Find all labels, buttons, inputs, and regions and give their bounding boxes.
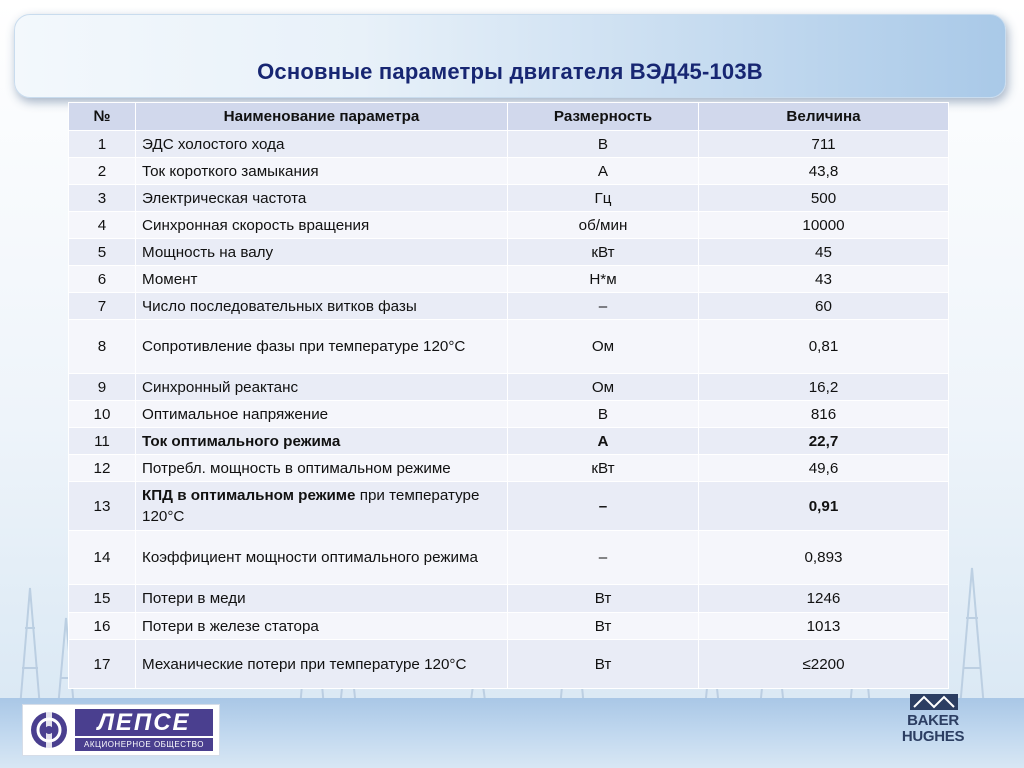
cell-name [136,455,508,482]
cell-name [136,158,508,185]
cell-value: 49,6 [699,455,949,482]
cell-name [136,266,508,293]
lepse-subtitle: АКЦИОНЕРНОЕ ОБЩЕСТВО [75,738,213,751]
cell-name-text: КПД в оптимальном режиме [142,487,356,504]
table-row [69,293,949,320]
cell-value: 0,81 [699,320,949,374]
cell-num: 3 [69,185,136,212]
parameters-table [68,102,949,689]
cell-num: 16 [69,613,136,640]
cell-unit: Н*м [508,266,699,293]
cell-num: 7 [69,293,136,320]
table-row [69,401,949,428]
cell-value: 1013 [699,613,949,640]
cell-name-text: Синхронный реактанс [142,378,299,396]
cell-value: 711 [699,131,949,158]
cell-unit: кВт [508,239,699,266]
cell-name-text: Сопротивление фазы при температуре 120°С [142,338,466,355]
table-row [69,320,949,374]
cell-name [136,239,508,266]
cell-name [136,613,508,640]
cell-name [136,374,508,401]
cell-name-text: Синхронная скорость вращения [142,216,370,234]
table-row [69,455,949,482]
cell-value: 816 [699,401,949,428]
cell-num: 12 [69,455,136,482]
col-header-name: Наименование параметра [136,103,508,131]
table-header-row [69,103,949,131]
table-row [69,185,949,212]
cell-value: 60 [699,293,949,320]
cell-value: ≤2200 [699,640,949,689]
cell-name-text: Коэффициент мощности оптимального режима [142,549,478,566]
col-header-value: Величина [699,103,949,131]
cell-value: 45 [699,239,949,266]
cell-name-text: Мощность на валу [142,243,274,261]
lepse-brand-name: ЛЕПСЕ [75,709,213,736]
cell-name-text: Ток короткого замыкания [142,162,319,180]
hughes-word: HUGHES [901,728,965,745]
table-row [69,613,949,640]
cell-name [136,293,508,320]
cell-unit: кВт [508,455,699,482]
cell-value: 43 [699,266,949,293]
cell-unit: Вт [508,585,699,613]
cell-value: 43,8 [699,158,949,185]
table-row [69,585,949,613]
title-panel [14,14,1006,98]
cell-name [136,212,508,239]
cell-name [136,185,508,212]
baker-hughes-logo [888,694,978,750]
cell-num: 11 [69,428,136,455]
table-row [69,531,949,585]
cell-num: 14 [69,531,136,585]
cell-unit: В [508,401,699,428]
cell-name [136,482,508,531]
page-title: Основные параметры двигателя ВЭД45-103В [257,59,763,84]
cell-value: 0,893 [699,531,949,585]
table-row [69,640,949,689]
cell-num: 1 [69,131,136,158]
baker-hughes-mark-icon [910,694,958,710]
cell-name-text: Потери в железе статора [142,617,319,635]
cell-name [136,401,508,428]
cell-num: 15 [69,585,136,613]
cell-name [136,131,508,158]
cell-unit: А [508,428,699,455]
cell-num: 9 [69,374,136,401]
cell-value: 0,91 [699,482,949,531]
cell-name-text: Момент [142,270,198,288]
table-row [69,374,949,401]
cell-value: 16,2 [699,374,949,401]
cell-name-text: ЭДС холостого хода [142,135,285,153]
cell-name-text: Потери в меди [142,590,246,607]
table-row [69,266,949,293]
lepse-logo [22,704,220,756]
cell-value: 22,7 [699,428,949,455]
cell-num: 13 [69,482,136,531]
cell-value: 500 [699,185,949,212]
cell-unit: Вт [508,613,699,640]
cell-num: 2 [69,158,136,185]
cell-name [136,640,508,689]
lepse-emblem-icon [29,710,69,750]
cell-unit: – [508,531,699,585]
table-row [69,131,949,158]
table-row [69,482,949,531]
cell-value: 10000 [699,212,949,239]
cell-num: 4 [69,212,136,239]
cell-name-text: Ток оптимального режима [142,432,341,450]
cell-num: 8 [69,320,136,374]
cell-name [136,531,508,585]
cell-unit: – [508,482,699,531]
cell-unit: об/мин [508,212,699,239]
cell-value: 1246 [699,585,949,613]
cell-num: 17 [69,640,136,689]
cell-unit: Ом [508,320,699,374]
cell-num: 10 [69,401,136,428]
cell-unit: – [508,293,699,320]
table-row [69,428,949,455]
cell-unit: Ом [508,374,699,401]
col-header-num: № [69,103,136,131]
cell-name-text: Потребл. мощность в оптимальном режиме [142,459,451,477]
cell-name-text: Число последовательных витков фазы [142,297,417,315]
cell-name [136,585,508,613]
cell-unit: А [508,158,699,185]
baker-word: BAKER [907,712,959,729]
cell-name [136,428,508,455]
cell-name [136,320,508,374]
table-row [69,212,949,239]
cell-unit: В [508,131,699,158]
cell-name-suffix: при температуре 120°С [142,487,480,525]
cell-name-text: Электрическая частота [142,189,307,207]
cell-name-text: Оптимальное напряжение [142,405,329,423]
col-header-unit: Размерность [508,103,699,131]
table-row [69,239,949,266]
table-row [69,158,949,185]
cell-unit: Вт [508,640,699,689]
cell-name-text: Механические потери при температуре 120°С [142,655,467,673]
cell-unit: Гц [508,185,699,212]
cell-num: 6 [69,266,136,293]
cell-num: 5 [69,239,136,266]
